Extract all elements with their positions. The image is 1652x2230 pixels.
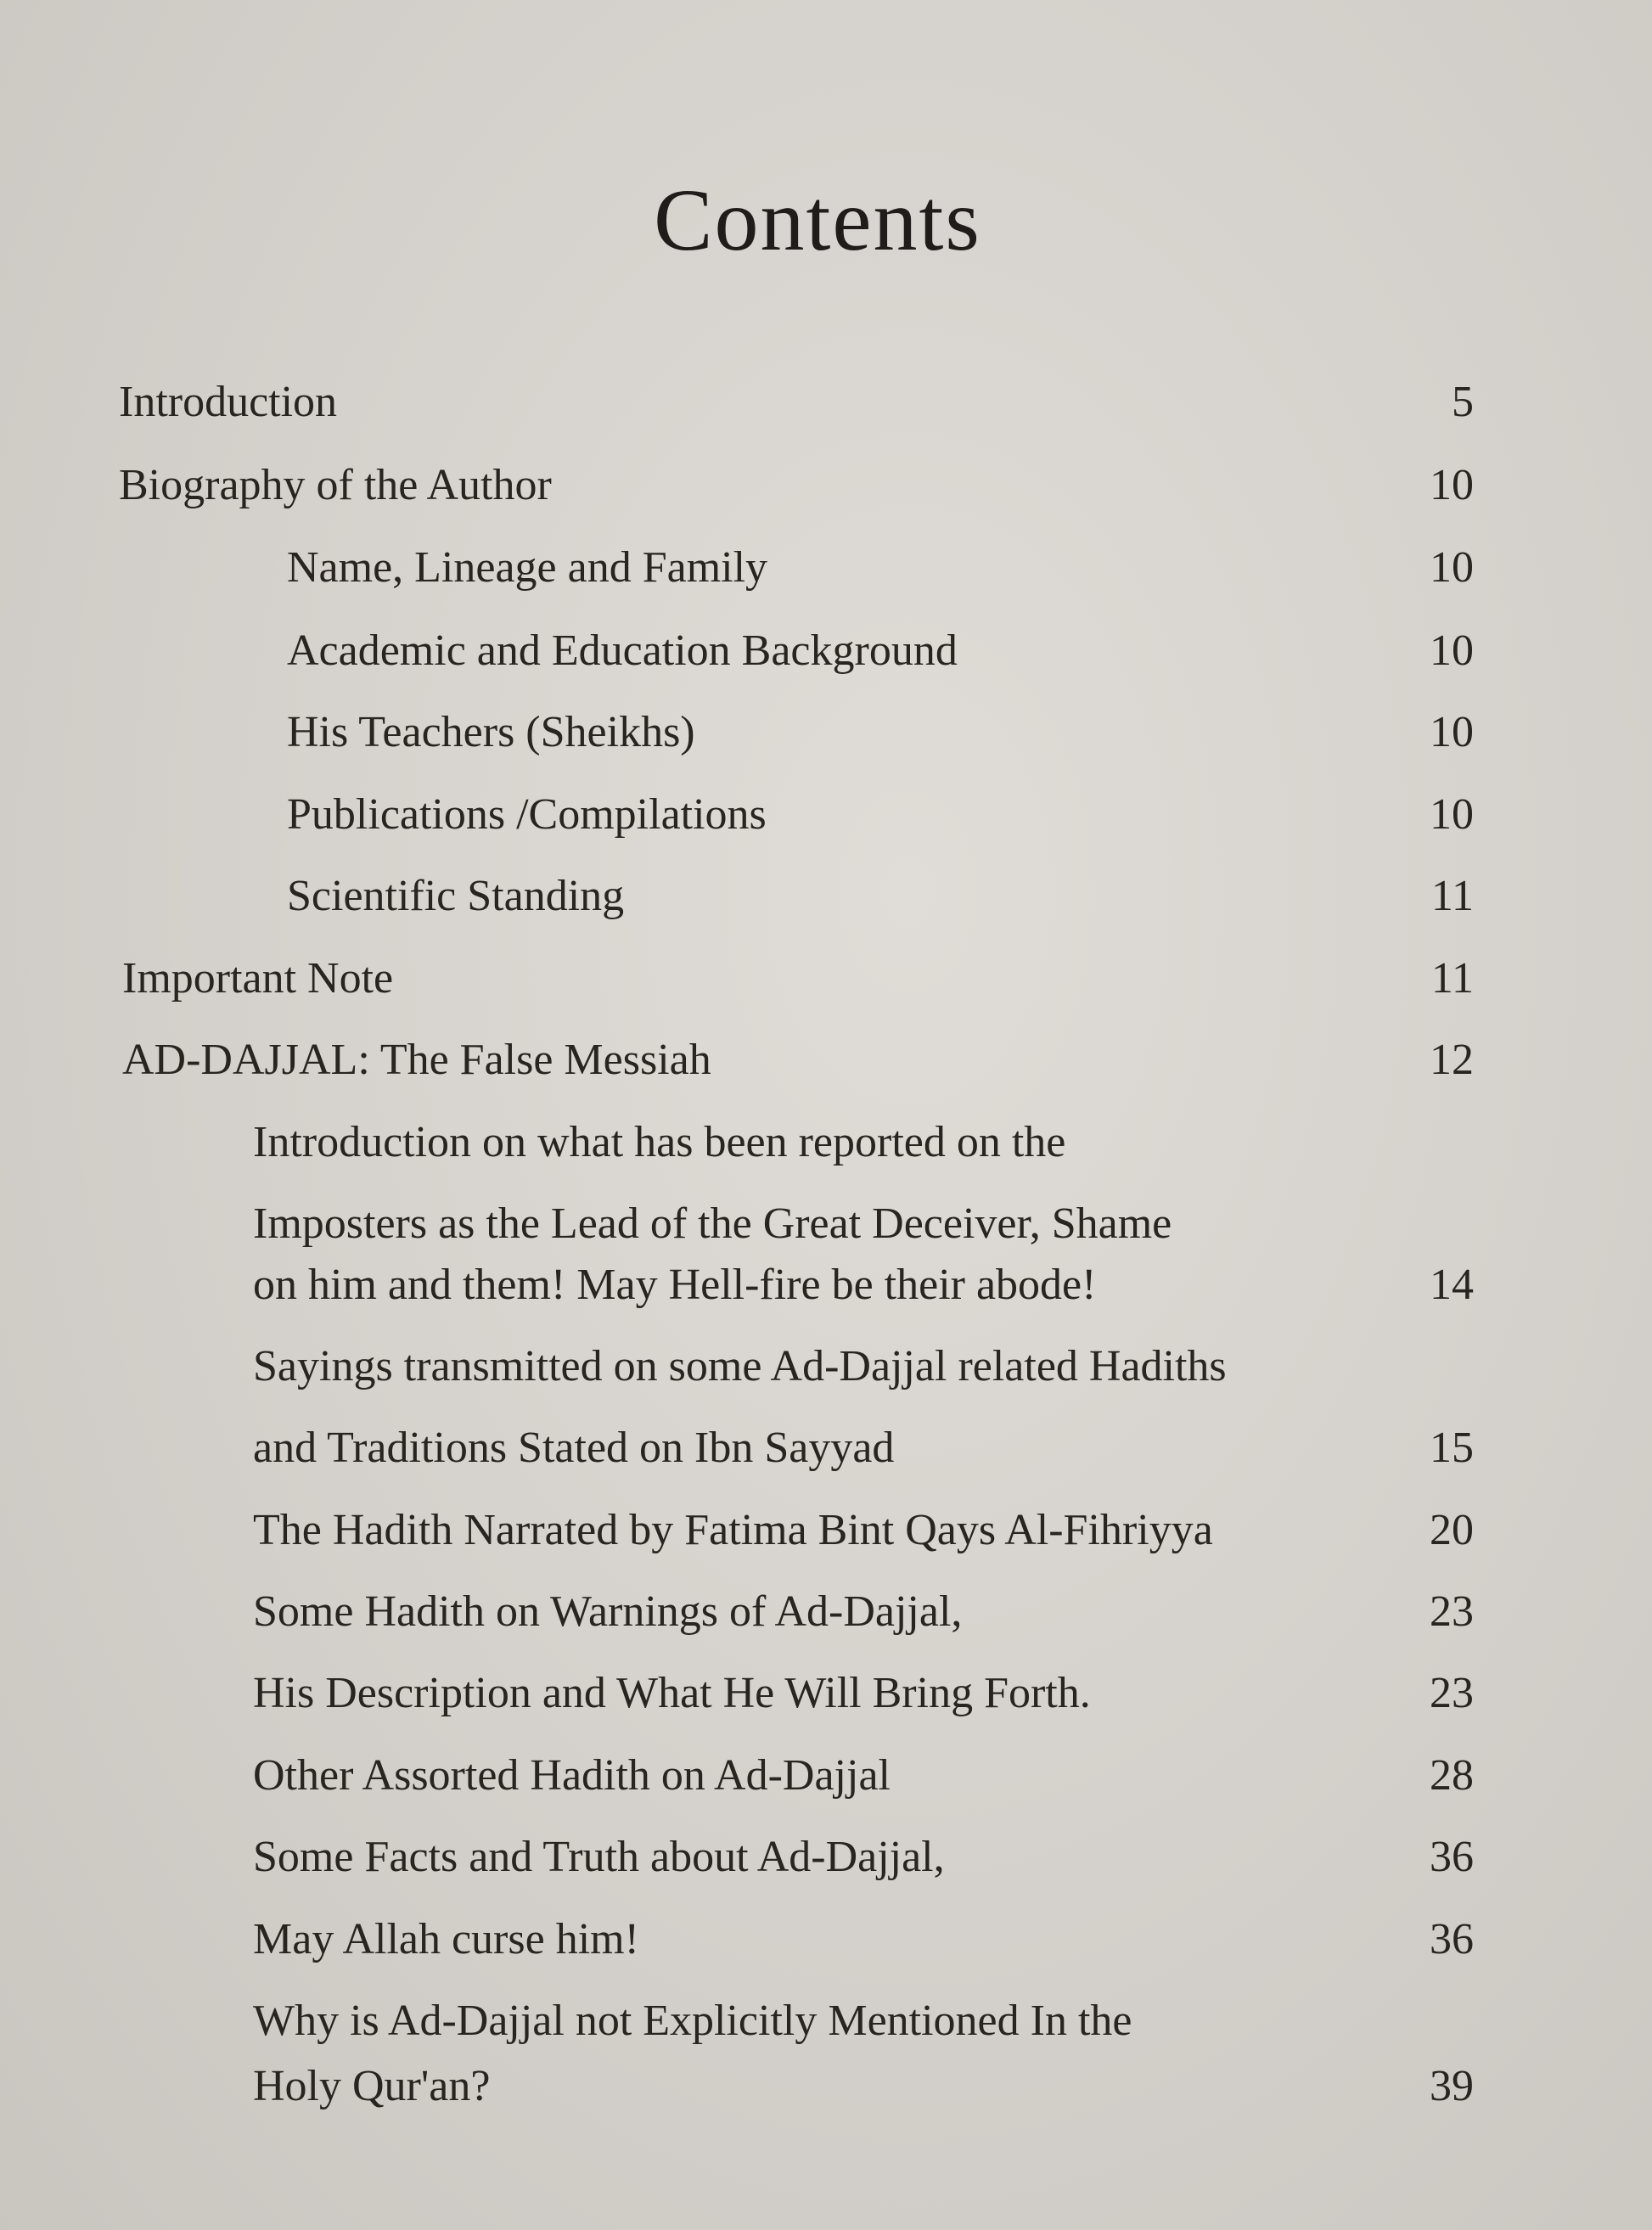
toc-entry-page: 10 — [1430, 626, 1474, 675]
toc-entry-page: 12 — [1430, 1036, 1474, 1084]
toc-entry-label: on him and them! May Hell-fire be their abode! — [253, 1261, 1097, 1309]
toc-entry-page: 11 — [1430, 872, 1474, 920]
toc-entry-label: Holy Qur'an? — [253, 2062, 491, 2110]
toc-entry-label: May Allah curse him! — [253, 1915, 639, 1963]
toc-entry-label: Why is Ad-Dajjal not Explicitly Mentioned In the — [253, 1997, 1132, 2045]
toc-entry-page: 36 — [1430, 1915, 1474, 1963]
toc-entry-label: His Description and What He Will Bring Forth. — [253, 1669, 1091, 1717]
toc-entry-page: 36 — [1430, 1833, 1474, 1881]
toc-entry-label: Other Assorted Hadith on Ad-Dajjal — [253, 1751, 891, 1800]
toc-entry-label: Sayings transmitted on some Ad-Dajjal related Hadiths — [253, 1342, 1227, 1390]
toc-entry-label: Name, Lineage and Family — [287, 543, 768, 592]
toc-entry-label: Publications /Compilations — [287, 790, 767, 839]
toc-entry-page: 23 — [1430, 1587, 1474, 1636]
toc-entry-page: 10 — [1430, 543, 1474, 592]
toc-entry-page: 23 — [1430, 1669, 1474, 1717]
toc-entry-page: 5 — [1452, 378, 1474, 426]
toc-entry-page: 10 — [1430, 461, 1474, 509]
toc-entry-label: Introduction on what has been reported on the — [253, 1118, 1066, 1166]
toc-entry-page: 11 — [1430, 954, 1474, 1003]
toc-entry-page: 20 — [1430, 1506, 1474, 1554]
toc-entry-label: and Traditions Stated on Ibn Sayyad — [253, 1424, 895, 1472]
page-title: Contents — [654, 171, 981, 269]
toc-entry-label: The Hadith Narrated by Fatima Bint Qays Al-Fihriyya — [253, 1506, 1213, 1554]
toc-entry-page: 10 — [1430, 790, 1474, 839]
toc-entry-page: 28 — [1430, 1751, 1474, 1800]
toc-entry-label: Important Note — [122, 954, 394, 1003]
toc-entry-page: 15 — [1430, 1424, 1474, 1472]
toc-entry-label: His Teachers (Sheikhs) — [287, 708, 695, 756]
toc-entry-page: 14 — [1430, 1261, 1474, 1309]
toc-entry-label: Academic and Education Background — [287, 626, 958, 675]
toc-entry-page: 39 — [1430, 2062, 1474, 2110]
toc-entry-label: Biography of the Author — [119, 461, 552, 509]
toc-entry-page: 10 — [1430, 708, 1474, 756]
toc-entry-label: Scientific Standing — [287, 872, 625, 920]
toc-entry-label: Some Facts and Truth about Ad-Dajjal, — [253, 1833, 945, 1881]
toc-entry-label: AD-DAJJAL: The False Messiah — [122, 1036, 711, 1084]
toc-entry-label: Imposters as the Lead of the Great Deceiver, Shame — [253, 1199, 1172, 1248]
toc-entry-label: Introduction — [119, 378, 338, 426]
toc-entry-label: Some Hadith on Warnings of Ad-Dajjal, — [253, 1587, 963, 1636]
